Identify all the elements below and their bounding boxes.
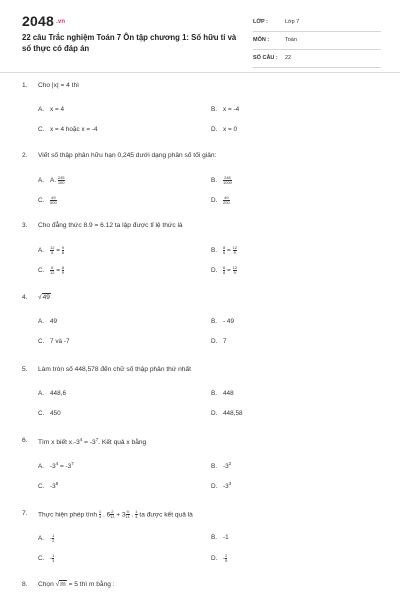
option-b[interactable]: B. $\frac{8}{6}$ = $\frac{12}{9}$ <box>211 245 237 255</box>
option-c[interactable]: C. $-3^8$ <box>38 481 59 491</box>
site-logo[interactable]: 2048 $^{.vn}$ <box>22 13 66 29</box>
question-4 <box>22 294 382 354</box>
question-number: 6. <box>22 437 28 444</box>
option-c[interactable]: C. 450 <box>38 410 61 417</box>
option-a[interactable]: A. x = 4 <box>38 106 65 113</box>
question-text: Chọn √m = 5 thì m bằng : <box>38 581 115 588</box>
question-2 <box>22 152 382 212</box>
option-b[interactable]: B. $-3^2$ <box>211 461 232 471</box>
option-d[interactable]: D. 448,58 <box>211 410 243 417</box>
meta-subject: MÔN : Toán <box>253 34 381 50</box>
question-7 <box>22 510 382 570</box>
question-text: Cho đẳng thức 8.9 = 6.12 ta lập được tỉ lệ thức là <box>38 222 183 229</box>
question-8 <box>22 581 382 593</box>
question-text: Tìm x biết $x.-3^4 = -3^7$. Kết quả x bằng <box>38 437 147 447</box>
question-number: 4. <box>22 294 28 301</box>
page-header <box>0 0 400 72</box>
page-title: 22 câu Trắc nghiệm Toán 7 Ôn tập chương 1: Số hữu tỉ và số thực có đáp án <box>22 33 237 53</box>
question-1 <box>22 82 382 142</box>
question-number: 2. <box>22 152 28 159</box>
question-text: Thực hiện phép tính $\frac{1}{4}$ . 6 $\frac{2}{11}$ + 3 $\frac{9}{11}$ . $\frac{1}{4}$ ta được kết quả là <box>38 509 193 519</box>
option-a[interactable]: A. $\frac{12}{6}$ = $\frac{9}{8}$ <box>38 245 64 255</box>
question-text: √49 <box>38 294 50 301</box>
option-a[interactable]: A. A. $\frac{245}{100}$ <box>38 175 65 185</box>
meta-class: LỚP : Lớp 7 <box>253 16 381 32</box>
meta-count: SỐ CÂU : 22 <box>253 52 381 68</box>
option-d[interactable]: D. - $\frac{2}{5}$ <box>211 553 228 563</box>
question-6 <box>22 437 382 497</box>
option-c[interactable]: C. - $\frac{1}{3}$ <box>38 553 55 563</box>
option-c[interactable]: C. 7 và -7 <box>38 338 70 345</box>
option-c[interactable]: C. $\frac{49}{500}$ <box>38 195 57 205</box>
option-a[interactable]: A. - $\frac{1}{2}$ <box>38 533 55 543</box>
option-b[interactable]: B. - 49 <box>211 318 235 325</box>
question-text: Cho |x| = 4 thì <box>38 82 79 89</box>
question-number: 5. <box>22 366 28 373</box>
option-a[interactable]: A. $-3^4 = -3^7$ <box>38 461 74 471</box>
question-text: Làm tròn số 448,578 đến chữ số thập phân thứ nhất <box>38 366 191 373</box>
option-d[interactable]: D. 7 <box>211 338 227 345</box>
option-c[interactable]: C. x = 4 hoặc x = -4 <box>38 126 98 133</box>
question-number: 8. <box>22 581 28 588</box>
option-d[interactable]: D. x = 0 <box>211 126 238 133</box>
option-b[interactable]: B. x = -4 <box>211 106 240 113</box>
question-5 <box>22 366 382 426</box>
meta-panel <box>253 16 381 70</box>
option-b[interactable]: B. -1 <box>211 534 229 541</box>
question-3 <box>22 222 382 282</box>
option-c[interactable]: C. $\frac{6}{12}$ = $\frac{8}{9}$ <box>38 265 64 275</box>
option-d[interactable]: D. $\frac{49}{200}$ <box>211 195 230 205</box>
option-b[interactable]: B. 448 <box>211 390 234 397</box>
option-b[interactable]: B. $\frac{245}{1000}$ <box>211 175 232 185</box>
option-a[interactable]: A. 49 <box>38 318 58 325</box>
question-number: 1. <box>22 82 28 89</box>
option-d[interactable]: D. $-3^3$ <box>211 481 232 491</box>
option-a[interactable]: A. 448,6 <box>38 390 66 397</box>
question-text: Viết số thập phân hữu hạn 0,245 dưới dạng phân số tối giản: <box>38 152 217 159</box>
option-d[interactable]: D. $\frac{6}{8}$ = $\frac{12}{9}$ <box>211 265 237 275</box>
question-number: 7. <box>22 510 28 517</box>
question-number: 3. <box>22 222 28 229</box>
header-divider <box>0 72 400 73</box>
